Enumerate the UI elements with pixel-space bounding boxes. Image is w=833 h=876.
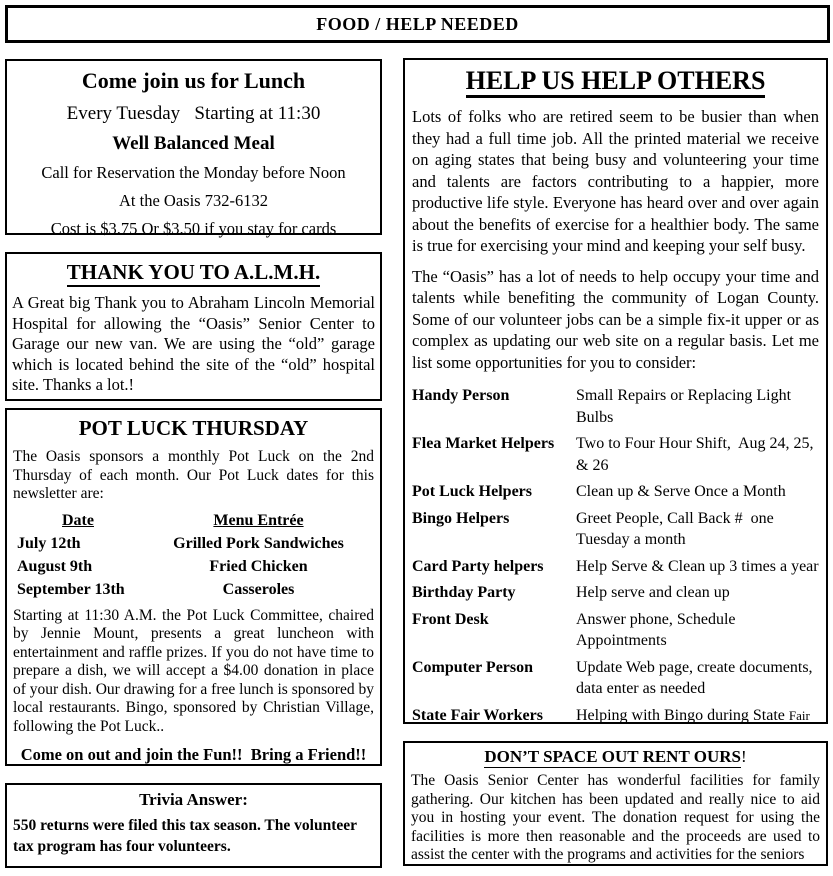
volunteer-desc: Greet People, Call Back # one Tuesday a month xyxy=(576,509,778,548)
volunteer-role: Front Desk xyxy=(412,610,489,628)
potluck-box xyxy=(5,408,382,766)
lunch-reservation: Call for Reservation the Monday before Noon xyxy=(41,163,346,182)
potluck-intro: The Oasis sponsors a monthly Pot Luck on the 2nd Thursday of each month. Our Pot Luck dates for this newsletter are: xyxy=(13,448,374,502)
volunteer-desc: Update Web page, create documents, data enter as needed xyxy=(576,658,817,697)
potluck-table xyxy=(13,512,374,599)
lunch-meal: Well Balanced Meal xyxy=(112,133,275,154)
lunch-title: Come join us for Lunch xyxy=(81,68,306,93)
lunch-box xyxy=(5,59,382,238)
volunteer-role: Flea Market Helpers xyxy=(412,435,555,452)
almh-body: A Great big Thank you to Abraham Lincoln Memorial Hospital for allowing the “Oasis” Senior Center to Garage our new van. We are using the “old” garage which is located behind the site of the “old” hospital site. Thanks a lot.! xyxy=(12,293,375,394)
volunteer-role: State Fair Workers xyxy=(412,706,543,724)
volunteer-desc: Help Serve & Clean up 3 times a year xyxy=(576,557,819,575)
volunteer-role: Bingo Helpers xyxy=(412,509,510,527)
rent-box xyxy=(403,741,828,866)
help-paragraph-1: Lots of folks who are retired seem to be busier than when they had a full time job. All the printed material we receive on aging states that being busy and volunteering your time and talents are factors contributing to a happier, more productive life style. Everyone has heard over and over again about the benefits of exercise for a healthier body. The same is true for exercising your mind and keeping your self busy. xyxy=(412,107,819,255)
lunch-location-phone: At the Oasis 732-6132 xyxy=(119,191,268,210)
table-row-date: September 13th xyxy=(17,580,125,598)
banner-title: FOOD / HELP NEEDED xyxy=(316,13,519,34)
potluck-details: Starting at 11:30 A.M. the Pot Luck Committee, chaired by Jennie Mount, presents a great luncheon with entertainment and raffle prizes. If you do not have time to prepare a dish, we will accept a $4.00 donation in place of your dish. Our drawing for a free lunch is sponsored by local restaurants. Bingo, sponsored by Christian Village, following the Pot Luck.. xyxy=(13,606,374,735)
rent-body: The Oasis Senior Center has wonderful facilities for family gathering. Our kitchen has been updated and really nice to aid you in hosting your event. The donation request for using the facilities is more then reasonable and the proceeds are used to assist the center with the programs and activities for the seniors xyxy=(411,772,820,863)
potluck-date-header: Date xyxy=(62,511,94,529)
table-row-menu: Fried Chicken xyxy=(209,557,308,575)
lunch-schedule: Every Tuesday Starting at 11:30 xyxy=(66,103,321,124)
volunteer-desc: Small Repairs or Replacing Light Bulbs xyxy=(576,387,796,426)
help-title-text: HELP US HELP OTHERS xyxy=(466,66,766,98)
volunteer-role: Computer Person xyxy=(412,658,534,676)
volunteer-role: Card Party helpers xyxy=(412,557,544,575)
trivia-title: Trivia Answer: xyxy=(139,790,248,809)
banner xyxy=(5,5,830,43)
rent-title-exclamation: ! xyxy=(740,747,747,766)
trivia-body: 550 returns were filed this tax season. The volunteer tax program has four volunteers. xyxy=(13,817,357,855)
lunch-cost: Cost is $3.75 Or $3.50 if you stay for cards xyxy=(50,219,337,238)
potluck-closing: Come on out and join the Fun!! Bring a Friend!! xyxy=(20,745,367,764)
help-box xyxy=(403,58,828,724)
help-paragraph-2: The “Oasis” has a lot of needs to help occupy your time and talents while benefiting the community of Logan County. Some of our volunteer jobs can be a simple fix-it upper or as complex as updating our web site on a regular basis. Let me list some opportunities for you to consider: xyxy=(412,266,819,372)
table-row-menu: Casseroles xyxy=(222,580,295,598)
table-row-date: July 12th xyxy=(17,534,81,552)
volunteer-desc: Helping with Bingo during State Fair xyxy=(576,706,810,724)
volunteer-role: Pot Luck Helpers xyxy=(412,483,532,500)
almh-box xyxy=(5,252,382,401)
table-row-menu: Grilled Pork Sandwiches xyxy=(173,534,344,552)
volunteer-desc: Two to Four Hour Shift, Aug 24, 25, & 26 xyxy=(576,435,818,474)
almh-title xyxy=(12,260,375,285)
help-title xyxy=(412,66,819,96)
volunteer-list xyxy=(412,385,819,726)
table-row-date: August 9th xyxy=(17,557,93,575)
volunteer-desc-small: Fair xyxy=(788,707,810,723)
volunteer-desc: Help serve and clean up xyxy=(576,584,730,601)
volunteer-role: Birthday Party xyxy=(412,584,516,601)
rent-title xyxy=(411,747,820,767)
volunteer-role: Handy Person xyxy=(412,387,510,404)
volunteer-desc: Clean up & Serve Once a Month xyxy=(576,483,786,500)
rent-title-text: DON’T SPACE OUT RENT OURS xyxy=(484,747,741,766)
trivia-box xyxy=(5,783,382,868)
potluck-menu-header: Menu Entrée xyxy=(213,511,304,529)
almh-title-text: THANK YOU TO A.L.M.H. xyxy=(67,260,320,287)
potluck-title: POT LUCK THURSDAY xyxy=(78,416,309,440)
volunteer-desc: Answer phone, Schedule Appointments xyxy=(576,610,739,649)
